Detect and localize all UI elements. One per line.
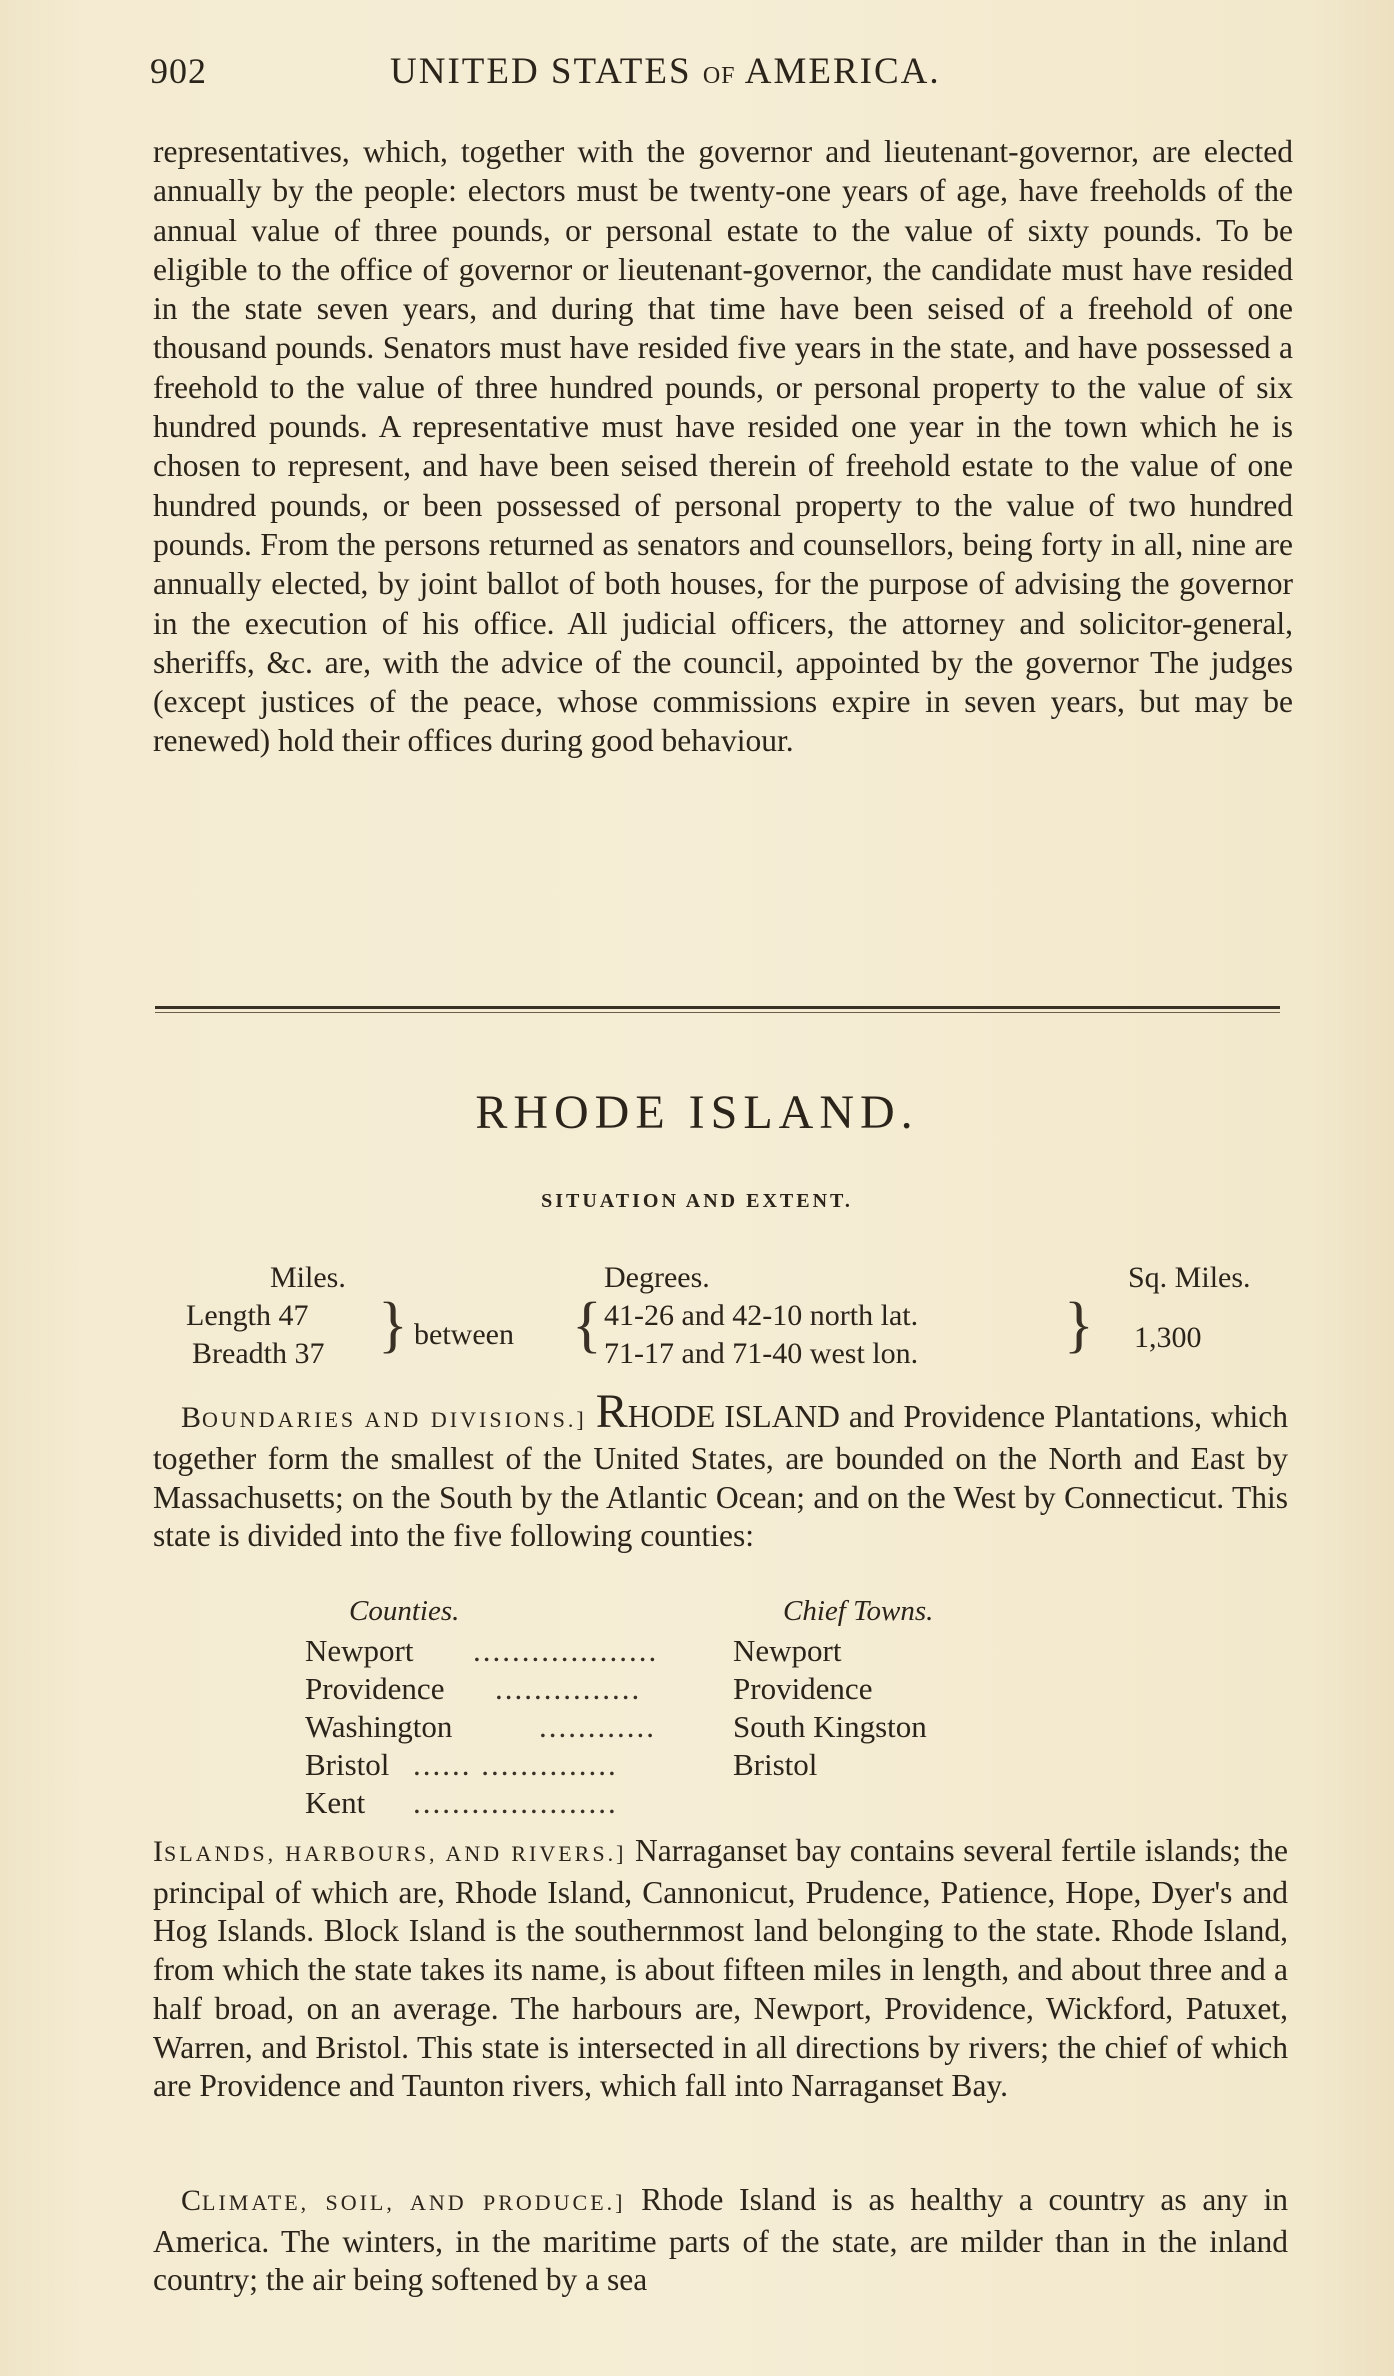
left-brace: { bbox=[572, 1291, 602, 1359]
table-row bbox=[305, 1785, 1005, 1823]
running-title bbox=[390, 50, 941, 93]
length-label: Length 47 bbox=[186, 1299, 309, 1332]
table-row bbox=[305, 1633, 1005, 1671]
table-row bbox=[305, 1747, 1005, 1785]
leader-dots: ...... .............. bbox=[413, 1747, 618, 1782]
longitude-range: 71-17 and 71-40 west lon. bbox=[604, 1337, 919, 1370]
county-name: Newport bbox=[305, 1633, 414, 1668]
degrees-header: Degrees. bbox=[604, 1261, 710, 1294]
between-label: between bbox=[414, 1318, 514, 1351]
chief-town: Bristol bbox=[733, 1747, 818, 1782]
county-name: Kent bbox=[305, 1785, 366, 1820]
islands-heading: ISLANDS, HARBOURS, AND RIVERS.] bbox=[153, 1835, 627, 1868]
chief-towns-header: Chief Towns. bbox=[783, 1595, 934, 1627]
boundaries-heading: BOUNDARIES AND DIVISIONS.] bbox=[181, 1401, 587, 1434]
section-divider bbox=[155, 1006, 1280, 1009]
counties-header: Counties. bbox=[349, 1595, 460, 1627]
section-title: RHODE ISLAND. bbox=[475, 1086, 919, 1139]
right-brace-2: } bbox=[1064, 1291, 1094, 1359]
leader-dots: ............ bbox=[539, 1709, 656, 1744]
boundaries-lead: HODE ISLAND bbox=[627, 1399, 840, 1434]
table-row bbox=[305, 1709, 1005, 1747]
running-title-of: OF bbox=[702, 63, 736, 89]
intro-paragraph: representatives, which, together with the governor and lieutenant-governor, are elected annually by the people: electors must be twenty-one years of age, have freeholds of the annual value of three pounds, or personal estate to the value of sixty pounds. To be eligible to the office of governor or lieutenant-governor, the candidate must have resided in the state seven years, and during that time have been seised of a freehold of one thousand pounds. Senators must have resided five years in the state, and have possessed a freehold to the value of three hundred pounds, or personal property to the value of six hundred pounds. A representative must have resided one year in the town which he is chosen to represent, and have been seised therein of freehold estate to the value of one hundred pounds, or been possessed of personal property to the value of two hundred pounds. From the persons returned as senators and counsellors, being forty in all, nine are annually elected, by joint ballot of both houses, for the purpose of advising the governor in the execution of his office. All judicial officers, the attorney and solicitor-general, sheriffs, &c. are, with the advice of the council, appointed by the governor The judges (except justices of the peace, whose commissions expire in seven years, but may be renewed) hold their offices during good behaviour. bbox=[153, 134, 1293, 759]
sq-miles-value: 1,300 bbox=[1134, 1321, 1202, 1354]
climate-heading: CLIMATE, SOIL, AND PRODUCE.] bbox=[181, 2184, 626, 2217]
county-name: Bristol bbox=[305, 1747, 390, 1782]
climate-paragraph bbox=[153, 2181, 1288, 2300]
chief-town: South Kingston bbox=[733, 1709, 927, 1744]
leader-dots: ................... bbox=[473, 1633, 659, 1668]
breadth-label: Breadth 37 bbox=[192, 1337, 325, 1370]
table-row bbox=[305, 1671, 1005, 1709]
chief-town: Providence bbox=[733, 1671, 873, 1706]
chief-town: Newport bbox=[733, 1633, 842, 1668]
islands-paragraph bbox=[153, 1832, 1288, 2106]
boundaries-text: and Providence Plantations, which together form the smallest of the United States, are bounded on the North and East by Massachusetts; on the South by the Atlantic Ocean; and on the West by Connecticut. This state is divided into the five following counties: bbox=[153, 1399, 1289, 1554]
running-title-part2: AMERICA. bbox=[744, 51, 941, 92]
drop-cap: R bbox=[595, 1385, 628, 1438]
running-header bbox=[150, 50, 1280, 100]
county-name: Washington bbox=[305, 1709, 453, 1744]
sq-miles-header: Sq. Miles. bbox=[1128, 1261, 1251, 1294]
section-subtitle: SITUATION AND EXTENT. bbox=[541, 1190, 853, 1212]
right-brace-1: } bbox=[378, 1291, 408, 1359]
leader-dots: ..................... bbox=[413, 1785, 618, 1820]
county-name: Providence bbox=[305, 1671, 445, 1706]
climate-text: Rhode Island is as healthy a country as any in America. The winters, in the maritime parts of the state, are milder than in the inland country; the air being softened by a sea bbox=[153, 2182, 1288, 2297]
running-title-part1: UNITED STATES bbox=[390, 51, 692, 92]
miles-header: Miles. bbox=[270, 1261, 346, 1294]
islands-text: Narraganset bay contains several fertile islands; the principal of which are, Rhode Island, Cannonicut, Prudence, Patience, Hope, Dyer's and Hog Islands. Block Island is the southernmost land belonging to the state. Rhode Island, from which the state takes its name, is about fifteen miles in length, and about three and a half broad, on an average. The harbours are, Newport, Providence, Wickford, Patuxet, Warren, and Bristol. This state is intersected in all directions by rivers; the chief of which are Providence and Taunton rivers, which fall into Narraganset Bay. bbox=[153, 1833, 1289, 2104]
latitude-range: 41-26 and 42-10 north lat. bbox=[604, 1299, 919, 1332]
page-number: 902 bbox=[150, 51, 207, 91]
boundaries-paragraph bbox=[153, 1385, 1289, 1556]
leader-dots: ............... bbox=[495, 1671, 642, 1706]
